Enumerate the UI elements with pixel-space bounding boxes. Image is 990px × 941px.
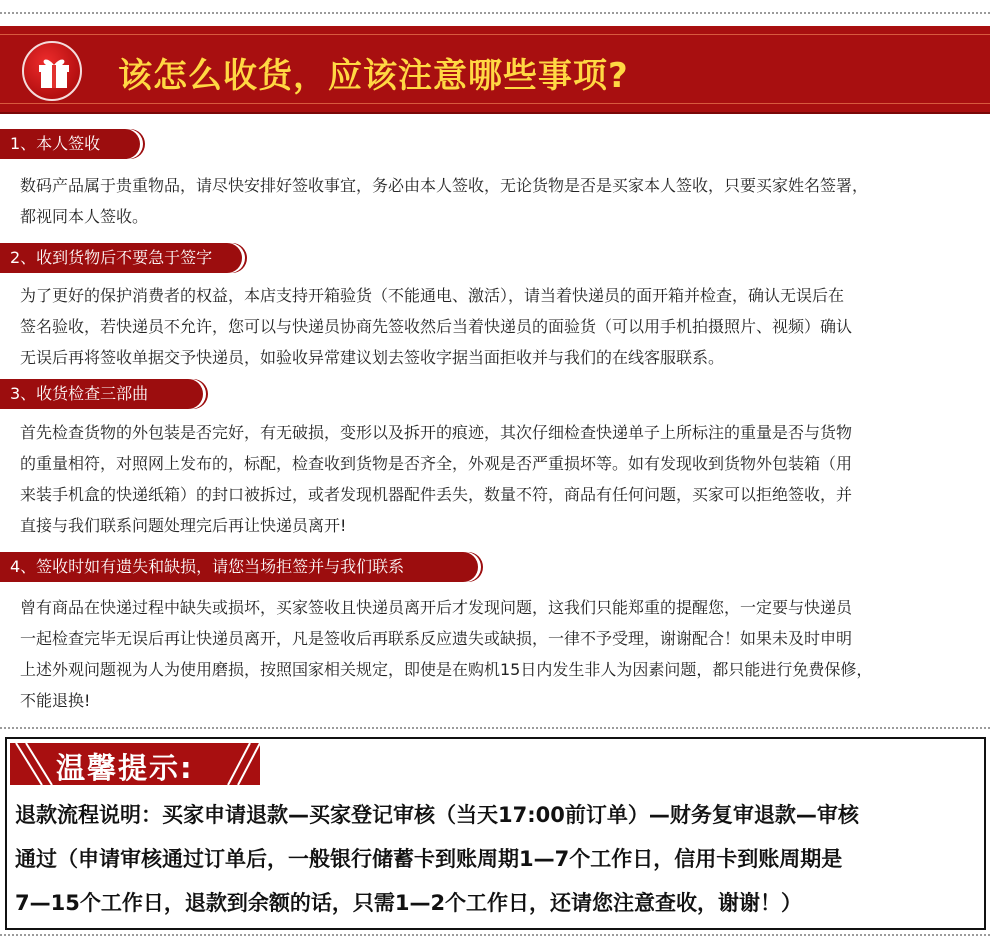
- section-4-line: 一起检查完毕无误后再让快递员离开，凡是签收后再联系反应遗失或缺损，一律不予受理，谢谢配合！如果未及时申明: [20, 629, 853, 648]
- section-tag-2: 2、收到货物后不要急于签字: [0, 243, 242, 273]
- section-tag-1: 1、本人签收: [0, 129, 140, 159]
- section-tag-4: 4、签收时如有遗失和缺损，请您当场拒签并与我们联系: [0, 552, 478, 582]
- page-title: 该怎么收货，应该注意哪些事项?: [118, 56, 629, 96]
- section-1-text: [20, 170, 980, 232]
- section-3-line: 来装手机盒的快递纸箱）的封口被拆过，或者发现机器配件丢失，数量不符，商品有任何问题，买家可以拒绝签收，并: [20, 485, 853, 504]
- section-4-line: 上述外观问题视为人为使用磨损，按照国家相关规定，即使是在购机15日内发生非人为因素问题，都只能进行免费保修，: [20, 660, 873, 679]
- section-2-line: 无误后再将签收单据交予快递员，如验收异常建议划去签收字据当面拒收并与我们的在线客服联系。: [20, 348, 725, 367]
- section-1-line: 都视同本人签收。: [20, 207, 149, 226]
- bottom-dotted-divider: [0, 934, 990, 936]
- section-4-line: 曾有商品在快递过程中缺失或损坏，买家签收且快递员离开后才发现问题，这我们只能郑重的提醒您，一定要与快递员: [20, 598, 853, 617]
- tips-line: 通过（申请审核通过订单后，一般银行储蓄卡到账周期1—7个工作日，信用卡到账周期是: [15, 847, 843, 871]
- section-4-line: 不能退换!: [20, 691, 91, 710]
- tips-text: [15, 793, 980, 925]
- section-3-line: 的重量相符，对照网上发布的，标配，检查收到货物是否齐全，外观是否严重损坏等。如有发现收到货物外包装箱（用: [20, 454, 853, 473]
- section-1-line: 数码产品属于贵重物品，请尽快安排好签收事宜，务必由本人签收，无论货物是否是买家本人签收，只要买家姓名签署，: [20, 176, 869, 195]
- tips-box: [5, 737, 986, 930]
- tips-line: 退款流程说明：买家申请退款—买家登记审核（当天17:00前订单）—财务复审退款—审核: [15, 803, 859, 827]
- tips-title: 温馨提示:: [56, 751, 194, 785]
- gift-icon: [22, 41, 82, 101]
- tips-line: 7—15个工作日，退款到余额的话，只需1—2个工作日，还请您注意查收，谢谢！）: [15, 891, 803, 915]
- section-2-line: 签名验收，若快递员不允许，您可以与快递员协商先签收然后当着快递员的面验货（可以用手机拍摄照片、视频）确认: [20, 317, 853, 336]
- section-2-line: 为了更好的保护消费者的权益，本店支持开箱验货（不能通电、激活），请当着快递员的面开箱并检查，确认无误后在: [20, 286, 845, 305]
- section-tag-3: 3、收货检查三部曲: [0, 379, 203, 409]
- top-dotted-divider: [0, 12, 990, 14]
- tips-title-bar: [10, 743, 260, 785]
- section-3-line: 直接与我们联系问题处理完后再让快递员离开!: [20, 516, 347, 535]
- middle-dotted-divider: [0, 727, 990, 729]
- section-3-line: 首先检查货物的外包装是否完好，有无破损，变形以及拆开的痕迹，其次仔细检查快递单子上所标注的重量是否与货物: [20, 423, 853, 442]
- section-4-text: [20, 592, 980, 716]
- section-2-text: [20, 280, 980, 373]
- header-banner: [0, 26, 990, 114]
- section-3-text: [20, 417, 980, 541]
